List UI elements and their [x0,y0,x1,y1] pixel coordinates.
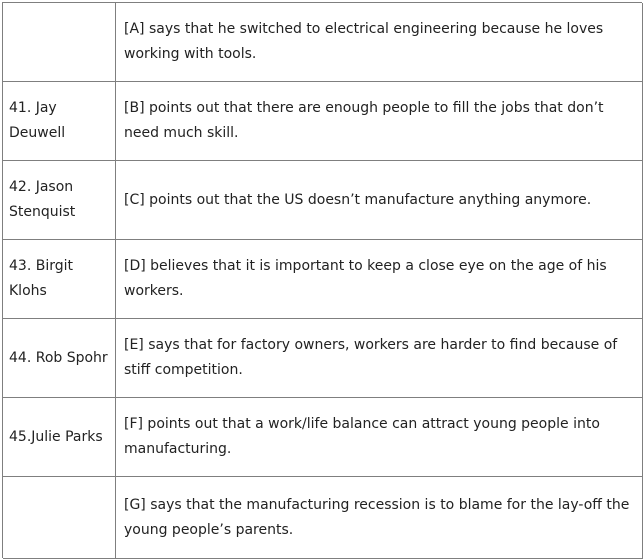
statement-text: [D] believes that it is important to keep a close eye on the age of his workers. [124,258,607,299]
statement-cell [116,319,643,398]
name-cell [3,161,116,240]
name-text: 41. Jay Deuwell [9,100,66,141]
name-cell [3,477,116,559]
statement-cell [116,398,643,477]
name-text: 45.Julie Parks [9,428,103,445]
statement-cell [116,240,643,319]
name-cell [3,240,116,319]
matching-table [2,2,642,558]
statement-cell [116,82,643,161]
statement-cell [116,477,643,559]
statement-text: [B] points out that there are enough people to fill the jobs that don’t need much skill. [124,100,604,141]
name-cell [3,82,116,161]
statement-text: [G] says that the manufacturing recession is to blame for the lay-off the young people’s parents. [124,496,630,538]
statement-cell [116,3,643,82]
name-cell [3,398,116,477]
statement-cell [116,161,643,240]
name-cell [3,319,116,398]
statement-text: [F] points out that a work/life balance can attract young people into manufacturing. [124,416,600,457]
statement-text: [E] says that for factory owners, workers are harder to find because of stiff competition. [124,337,618,378]
statement-text: [C] points out that the US doesn’t manufacture anything anymore. [124,191,592,208]
name-text: 42. Jason Stenquist [9,179,76,220]
name-text: 44. Rob Spohr [9,349,108,366]
name-text: 43. Birgit Klohs [9,258,73,299]
name-cell [3,3,116,82]
statement-text: [A] says that he switched to electrical engineering because he loves working with tools. [124,21,604,62]
